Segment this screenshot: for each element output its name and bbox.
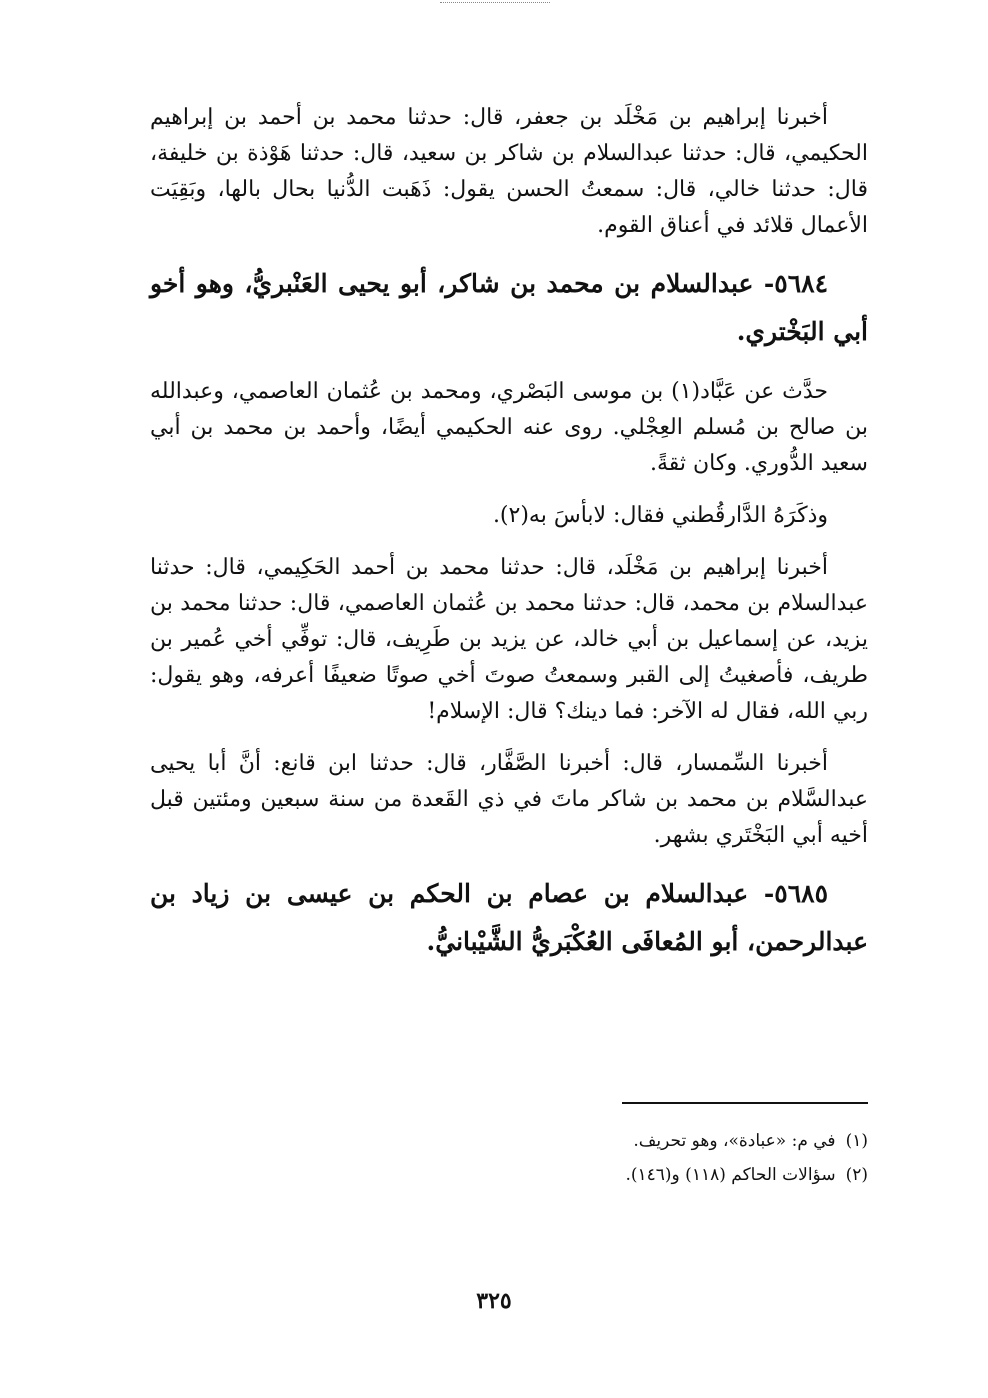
footnote-1 xyxy=(150,1124,868,1158)
header-mark xyxy=(440,2,550,3)
paragraph-1: أخبرنا إبراهيم بن مَخْلَد بن جعفر، قال: حدثنا محمد بن أحمد بن إبراهيم الحكيمي، قال: حدثنا عبدالسلام بن شاكر بن سعيد، قال: حدثنا هَوْذة بن خليفة، قال: حدثنا خالي، قال: سمعتُ الحسن يقول: ذَهَبت الدُّنيا بحال بالها، وبَقِيَت الأعمال قلائد في أعناق القوم. xyxy=(150,105,868,238)
entry-heading-5684: ٥٦٨٤- عبدالسلام بن محمد بن شاكر، أبو يحيى العَنْبريُّ، وهو أخو أبي البَخْتري. xyxy=(150,269,868,346)
footnote-number: (١) xyxy=(845,1131,868,1151)
paragraph-5: أخبرنا السِّمسار، قال: أخبرنا الصَّفَّار، قال: حدثنا ابن قانع: أنَّ أبا يحيى عبدالسَّلام بن محمد بن شاكر ماتَ في ذي القَعدة من سنة سبعين ومئتين قبل أخيه أبي البَخْتَري بشهر. xyxy=(150,751,868,848)
paragraph-2: حدَّث عن عَبَّاد(١) بن موسى البَصْري، ومحمد بن عُثمان العاصمي، وعبدالله بن صالح بن مُسلم العِجْلي. روى عنه الحكيمي أيضًا، وأحمد بن محمد بن أبي سعيد الدُّوري. وكان ثقةً. xyxy=(150,379,868,476)
main-text xyxy=(150,100,868,984)
footnotes xyxy=(150,1124,868,1192)
footnote-text: سؤالات الحاكم (١١٨) و(١٤٦). xyxy=(625,1165,836,1185)
paragraph-3: وذكَرَهُ الدَّارقُطني فقال: لابأسَ به(٢). xyxy=(492,503,828,528)
paragraph-4: أخبرنا إبراهيم بن مَخْلَد، قال: حدثنا محمد بن أحمد الحَكِيمي، قال: حدثنا عبدالسلام بن محمد، قال: حدثنا محمد بن عُثمان العاصمي، قال: حدثنا محمد بن يزيد، عن إسماعيل بن أبي خالد، عن يزيد بن طَرِيف، قال: توفِّي أخي عُمير بن طريف، فأصغيتُ إلى القبر وسمعتُ صوتَ أخي صوتًا ضعيفًا أعرفه، وهو يقول: ربي الله، فقال له الآخر: فما دينك؟ قال: الإسلام! xyxy=(150,555,868,724)
footnote-text: في م: «عبادة»، وهو تحريف. xyxy=(633,1131,836,1151)
footnote-number: (٢) xyxy=(845,1165,868,1185)
entry-heading-5685: ٥٦٨٥- عبدالسلام بن عصام بن الحكم بن عيسى بن زياد بن عبدالرحمن، أبو المُعافَى العُكْبَريُّ الشَّيْبانيُّ. xyxy=(150,879,868,956)
page-number: ٣٢٥ xyxy=(476,1288,512,1314)
footnote-2 xyxy=(150,1158,868,1192)
footnote-divider xyxy=(622,1102,868,1104)
